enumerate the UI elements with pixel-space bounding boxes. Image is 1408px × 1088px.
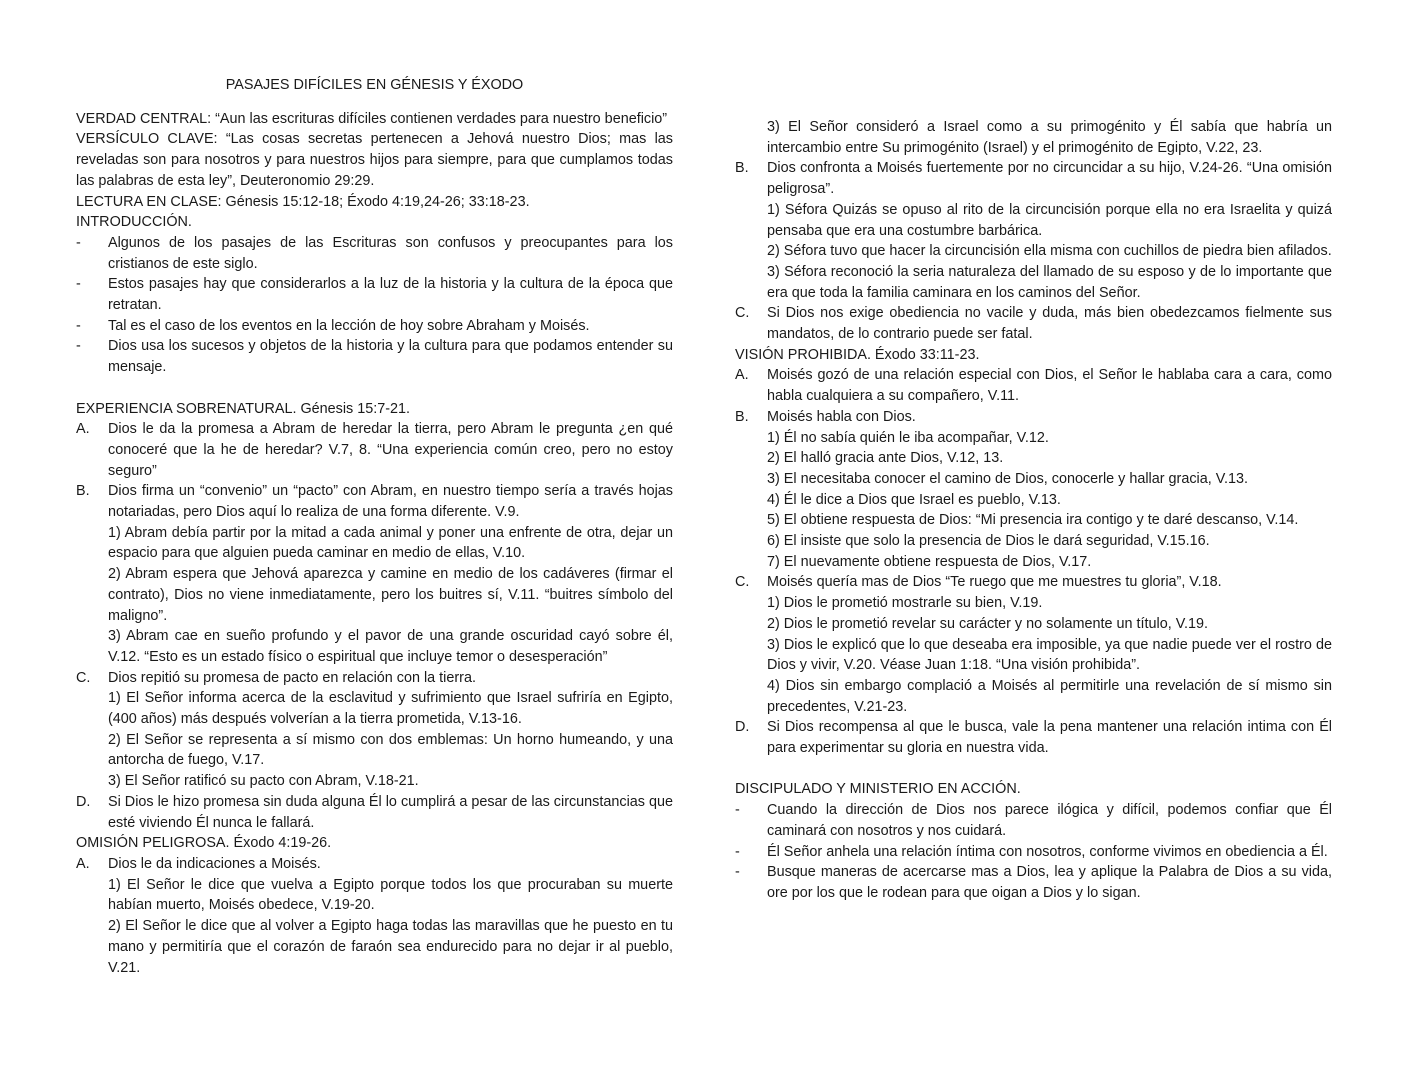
verdad-central: VERDAD CENTRAL: “Aun las escrituras difíciles contienen verdades para nuestro beneficio” [76,110,668,127]
dash-marker: - [76,317,81,334]
list-item-text: Si Dios recompensa al que le busca, vale la pena mantener una relación intima con Él para experimentar su gloria en nuestra vida. [767,719,1332,757]
list-item-text: Estos pasajes hay que considerarlos a la luz de la historia y la cultura de la época que retratan. [108,276,673,314]
lectura-en-clase: LECTURA EN CLASE: Génesis 15:12-18; Éxodo 4:19,24-26; 33:18-23. [76,193,530,210]
list-item [76,233,673,274]
sub-item: 1) Dios le prometió mostrarle su bien, V.19. [767,595,1043,612]
list-item [76,274,673,315]
list-item-text: Dios confronta a Moisés fuertemente por no circuncidar a su hijo, V.24-26. “Una omisión peligrosa”. [767,160,1332,198]
list-item-text: Algunos de los pasajes de las Escrituras son confusos y preocupantes para los cristianos de este siglo. [108,234,673,272]
sub-item: 3) El Señor ratificó su pacto con Abram, V.18-21. [108,773,419,790]
list-item [76,854,673,875]
sub-item: 2) Dios le prometió revelar su carácter y no solamente un título, V.19. [767,615,1209,632]
section-heading-discipulado: DISCIPULADO Y MINISTERIO EN ACCIÓN. [735,781,1021,798]
list-item [735,303,1332,344]
list-item-text: Moisés habla con Dios. [767,408,916,425]
list-item-text: Dios repitió su promesa de pacto en relación con la tierra. [108,669,476,686]
sub-item: 3) El Señor consideró a Israel como a su primogénito y Él sabía que habría un intercambio entre Su primogénito (Israel) y el primogénito de Egipto, V.22, 23. [767,119,1332,156]
sub-item: 1) El Señor le dice que vuelva a Egipto porque todos los que procuraban su muerte habían muerto, Moisés obedece, V.19-20. [108,876,673,914]
list-item-text: Moisés gozó de una relación especial con Dios, el Señor le hablaba cara a cara, como habla cualquiera a su compañero, V.11. [767,367,1332,405]
list-item-text: Tal es el caso de los eventos en la lección de hoy sobre Abraham y Moisés. [108,317,590,334]
letter-marker: B. [735,408,749,425]
list-item-text: Si Dios nos exige obediencia no vacile y duda, más bien obedezcamos fielmente sus mandatos, de lo contrario puede ser fatal. [767,305,1332,343]
list-item [76,792,673,833]
sub-item: 2) Séfora tuvo que hacer la circuncisión ella misma con cuchillos de piedra bien afilados. [767,243,1332,260]
sub-item: 2) El Señor le dice que al volver a Egipto haga todas las maravillas que he puesto en tu mano y permitiría que el corazón de faraón sea endurecido para no dejar ir al pueblo, V.21. [108,918,673,976]
right-column [735,117,1332,904]
dash-marker: - [76,338,81,355]
letter-marker: C. [735,305,750,322]
sub-item: 1) Séfora Quizás se opuso al rito de la circuncisión porque ella no era Israelita y quizá pensaba que era una costumbre barbárica. [767,201,1332,239]
letter-marker: C. [76,669,91,686]
sub-item: 1) Abram debía partir por la mitad a cada animal y poner una enfrente de otra, dejar un espacio para que alguien pueda caminar en medio de ellas, V.10. [108,524,673,562]
spacer [735,759,1332,780]
list-item [735,717,1332,758]
list-item-text: Cuando la dirección de Dios nos parece ilógica y difícil, podemos confiar que Él caminará con nosotros y nos cuidará. [767,802,1332,839]
dash-marker: - [735,802,740,819]
list-item [76,481,673,522]
list-item [76,668,673,689]
letter-marker: B. [76,483,90,500]
letter-marker: A. [735,367,749,384]
versiculo-clave: VERSÍCULO CLAVE: “Las cosas secretas pertenecen a Jehová nuestro Dios; mas las reveladas son para nosotros y para nuestros hijos para siempre, para que cumplamos todas las palabras de esta ley”, Deuteronomio 29:29. [76,131,673,189]
sub-item: 2) Abram espera que Jehová aparezca y camine en medio de los cadáveres (firmar el contrato), Dios no viene inmediatamente, pero los buitres sí, V.11. “buitres símbolo del maligno”. [108,566,673,624]
letter-marker: D. [76,793,91,810]
page-title: PASAJES DIFÍCILES EN GÉNESIS Y ÉXODO [225,77,524,93]
list-item [735,862,1332,903]
sub-item: 7) El nuevamente obtiene respuesta de Dios, V.17. [767,553,1092,570]
dash-marker: - [735,864,740,881]
letter-marker: B. [735,160,749,177]
spacer [76,378,673,399]
letter-marker: C. [735,574,750,591]
list-item-text: Él Señor anhela una relación íntima con nosotros, conforme vivimos en obediencia a Él. [767,843,1328,860]
dash-marker: - [735,843,740,860]
list-item-text: Dios le da la promesa a Abram de heredar la tierra, pero Abram le pregunta ¿en qué conoceré que la he de heredar? V.7, 8. “Una experiencia común creo, pero no estoy seguro” [108,421,673,479]
left-column [76,0,673,978]
letter-marker: D. [735,719,750,736]
sub-item: 4) Dios sin embargo complació a Moisés al permitirle una revelación de sí mismo sin precedentes, V.21-23. [767,677,1332,715]
section-heading-experiencia: EXPERIENCIA SOBRENATURAL. Génesis 15:7-21. [76,400,411,417]
list-item [735,365,1332,406]
list-item [735,842,1332,863]
sub-item: 2) El halló gracia ante Dios, V.12, 13. [767,450,1004,467]
sub-item: 5) El obtiene respuesta de Dios: “Mi presencia ira contigo y te daré descanso, V.14. [767,512,1299,529]
list-item [76,316,673,337]
list-item [735,572,1332,593]
sub-item: 3) El necesitaba conocer el camino de Dios, conocerle y hallar gracia, V.13. [767,470,1249,487]
list-item [76,336,673,377]
list-item-text: Dios le da indicaciones a Moisés. [108,856,321,872]
sub-item: 2) El Señor se representa a sí mismo con dos emblemas: Un horno humeando, y una antorcha de fuego, V.17. [108,731,673,769]
letter-marker: A. [76,856,90,872]
list-item-text: Si Dios le hizo promesa sin duda alguna Él lo cumplirá a pesar de las circunstancias que esté viviendo Él nunca le fallará. [108,793,673,831]
sub-item: 3) Dios le explicó que lo que deseaba era imposible, ya que nadie puede ver el rostro de Dios y vivir, V.20. Véase Juan 1:18. “Una visión prohibida”. [767,636,1332,674]
list-item-text: Dios firma un “convenio” un “pacto” con Abram, en nuestro tiempo sería a través hojas notariadas, pero Dios aquí lo realiza de una forma diferente. V.9. [108,483,673,521]
list-item [735,407,1332,428]
sub-item: 1) El Señor informa acerca de la esclavitud y sufrimiento que Israel sufriría en Egipto, (400 años) más después volverían a la tierra prometida, V.13-16. [108,690,673,728]
sub-item: 4) Él le dice a Dios que Israel es pueblo, V.13. [767,491,1061,508]
dash-marker: - [76,276,81,293]
sub-item: 6) El insiste que solo la presencia de Dios le dará seguridad, V.15.16. [767,533,1210,550]
section-heading-vision: VISIÓN PROHIBIDA. Éxodo 33:11-23. [735,346,980,363]
letter-marker: A. [76,421,90,438]
section-heading-omision: OMISIÓN PELIGROSA. Éxodo 4:19-26. [76,835,332,852]
list-item-text: Busque maneras de acercarse mas a Dios, lea y aplique la Palabra de Dios a su vida, ore por los que le rodean para que oigan a Dios y lo sigan. [767,864,1332,901]
list-item-text: Dios usa los sucesos y objetos de la historia y la cultura para que podamos entender su mensaje. [108,338,673,376]
list-item [735,800,1332,841]
sub-item: 3) Abram cae en sueño profundo y el pavor de una grande oscuridad cayó sobre él, V.12. “Esto es un estado físico o espiritual que incluye temor o desesperación” [108,628,673,665]
sub-item: 1) Él no sabía quién le iba acompañar, V.12. [767,429,1049,446]
dash-marker: - [76,234,81,251]
section-heading-introduccion: INTRODUCCIÓN. [76,214,192,231]
list-item-text: Moisés quería mas de Dios “Te ruego que me muestres tu gloria”, V.18. [767,574,1222,591]
list-item [735,158,1332,199]
sub-item: 3) Séfora reconoció la seria naturaleza del llamado de su esposo y de lo importante que era que toda la familia caminara en los caminos del Señor. [767,263,1332,301]
list-item [76,419,673,481]
